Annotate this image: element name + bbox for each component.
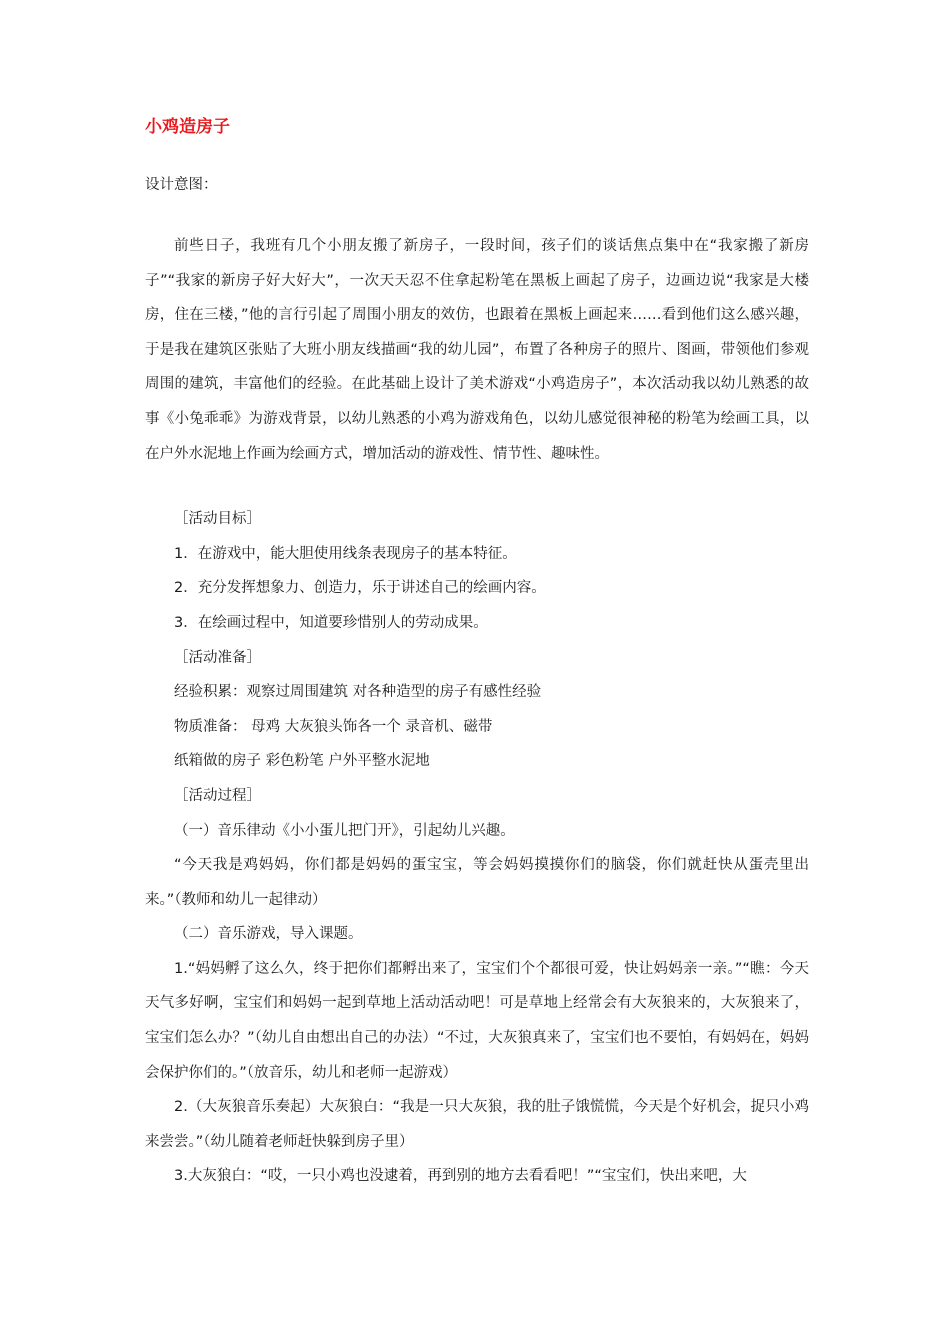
content-section	[145, 502, 809, 1194]
goals-heading: ［活动目标］	[174, 511, 261, 528]
prep-item-1: 经验积累：观察过周围建筑 对各种造型的房子有感性经验	[174, 684, 542, 701]
goal-item-3: 3．在绘画过程中，知道要珍惜别人的劳动成果。	[174, 614, 488, 631]
step1-heading: （一）音乐律动《小小蛋儿把门开》，引起幼儿兴趣。	[174, 822, 515, 839]
prep-item-2: 物质准备： 母鸡 大灰狼头饰各一个 录音机、磁带	[174, 718, 493, 735]
design-intent-heading: 设计意图：	[145, 177, 218, 193]
document-page	[145, 112, 809, 1194]
prep-heading: ［活动准备］	[174, 649, 261, 666]
process-heading: ［活动过程］	[174, 787, 261, 804]
step2-item-2: 2.（大灰狼音乐奏起）大灰狼白：“我是一只大灰狼，我的肚子饿慌慌，今天是个好机会，捉只小鸡来尝尝。”（幼儿随着老师赶快躲到房子里）	[145, 1099, 809, 1150]
goal-item-2: 2．充分发挥想象力、创造力，乐于讲述自己的绘画内容。	[174, 580, 546, 597]
step2-item-1: 1.“妈妈孵了这么久，终于把你们都孵出来了，宝宝们个个都很可爱，快让妈妈亲一亲。”“瞧：今天天气多好啊，宝宝们和妈妈一起到草地上活动活动吧！可是草地上经常会有大灰狼来的，大灰狼来了，宝宝们怎么办？”（幼儿自由想出自己的办法）“不过，大灰狼真来了，宝宝们也不要怕，有妈妈在，妈妈会保护你们的。”（放音乐，幼儿和老师一起游戏）	[145, 960, 809, 1081]
step1-text: “今天我是鸡妈妈，你们都是妈妈的蛋宝宝，等会妈妈摸摸你们的脑袋，你们就赶快从蛋壳里出来。”（教师和幼儿一起律动）	[145, 857, 809, 908]
design-intent-paragraph: 前些日子，我班有几个小朋友搬了新房子，一段时间，孩子们的谈话焦点集中在“我家搬了新房子”“我家的新房子好大好大”，一次天天忍不住拿起粉笔在黑板上画起了房子，边画边说“我家是大楼房，住在三楼，”他的言行引起了周围小朋友的效仿，也跟着在黑板上画起来……看到他们这么感兴趣，于是我在建筑区张贴了大班小朋友线描画“我的幼儿园”，布置了各种房子的照片、图画，带领他们参观周围的建筑，丰富他们的经验。在此基础上设计了美术游戏“小鸡造房子”，本次活动我以幼儿熟悉的故事《小兔乖乖》为游戏背景，以幼儿熟悉的小鸡为游戏角色，以幼儿感觉很神秘的粉笔为绘画工具，以在户外水泥地上作画为绘画方式，增加活动的游戏性、情节性、趣味性。	[145, 238, 809, 462]
prep-item-3: 纸箱做的房子 彩色粉笔 户外平整水泥地	[174, 753, 430, 770]
goal-item-1: 1．在游戏中，能大胆使用线条表现房子的基本特征。	[174, 545, 517, 562]
step2-heading: （二）音乐游戏，导入课题。	[174, 926, 363, 943]
step2-item-3: 3.大灰狼白：“哎，一只小鸡也没逮着，再到别的地方去看看吧！”“宝宝们，快出来吧，大	[174, 1168, 747, 1185]
document-title: 小鸡造房子	[145, 117, 230, 137]
